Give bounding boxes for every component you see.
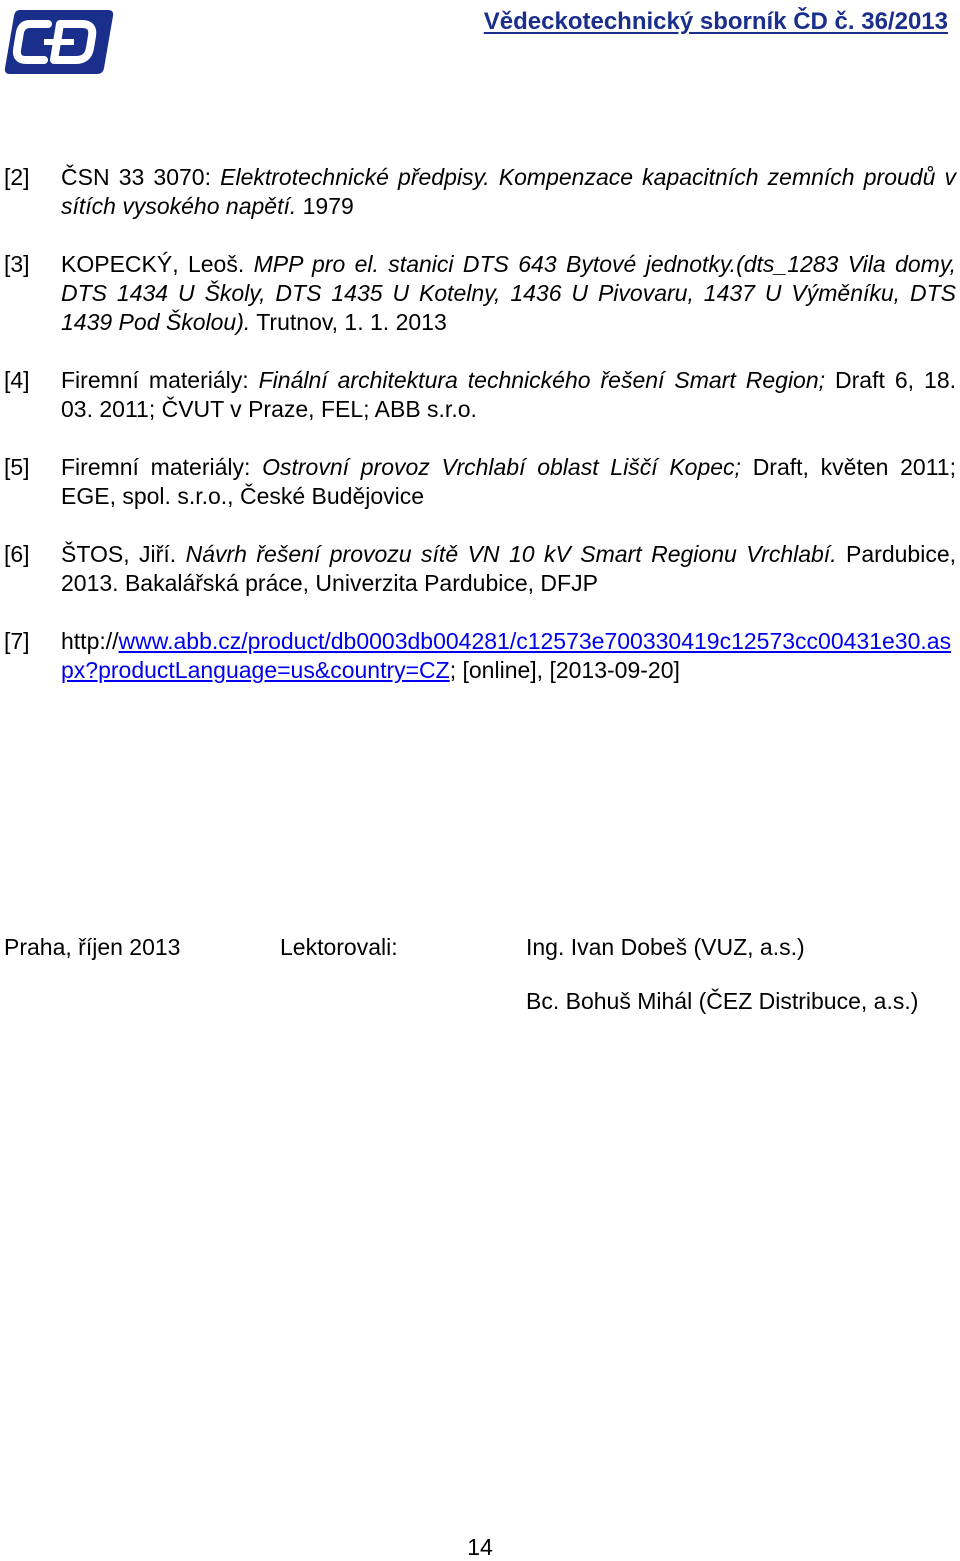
reference-4: [4, 366, 956, 424]
reference-6: [4, 540, 956, 598]
reference-2: [4, 163, 956, 221]
reference-details: Pardubice, 2013. Bakalářská práce, Univerzita Pardubice, DFJP: [61, 541, 957, 596]
reference-title: Návrh řešení provozu sítě VN 10 kV Smart Regionu Vrchlabí.: [185, 541, 837, 567]
reference-number: [4]: [4, 367, 30, 393]
journal-title: Vědeckotechnický sborník ČD č. 36/2013: [483, 8, 948, 35]
reference-url-prefix: http://: [61, 628, 119, 654]
reference-text: [61, 163, 956, 221]
reference-details: Trutnov, 1. 1. 2013: [256, 309, 447, 335]
reference-text: [61, 453, 956, 511]
reference-author: ŠTOS, Jiří.: [61, 541, 177, 567]
reference-text: [61, 250, 956, 337]
reference-details: ; [online], [2013-09-20]: [449, 657, 680, 683]
reference-number: [7]: [4, 628, 30, 654]
reference-3: [4, 250, 956, 337]
reviewers-label: Lektorovali:: [280, 934, 398, 960]
reference-number: [5]: [4, 454, 30, 480]
reference-author: Firemní materiály:: [61, 367, 249, 393]
place-date: Praha, říjen 2013: [4, 934, 181, 960]
reference-number: [2]: [4, 164, 30, 190]
reference-title: Finální architektura technického řešení Smart Region;: [258, 367, 826, 393]
reference-author: ČSN 33 3070:: [61, 164, 211, 190]
reference-title: Elektrotechnické předpisy. Kompenzace kapacitních zemních proudů v sítích vysokého napětí.: [61, 164, 956, 219]
reviewer-2: Bc. Bohuš Mihál (ČEZ Distribuce, a.s.): [526, 988, 919, 1014]
reference-text: [61, 540, 956, 598]
reference-details: Draft 6, 18. 03. 2011; ČVUT v Praze, FEL; ABB s.r.o.: [61, 367, 956, 422]
reference-5: [4, 453, 956, 511]
reference-title: Ostrovní provoz Vrchlabí oblast Liščí Kopec;: [262, 454, 741, 480]
reference-details: 1979: [302, 193, 354, 219]
reference-text: [61, 366, 956, 424]
reference-text: [61, 627, 956, 685]
reference-author: Firemní materiály:: [61, 454, 251, 480]
reference-details: Draft, květen 2011; EGE, spol. s.r.o., České Budějovice: [61, 454, 956, 509]
reference-7: [4, 627, 956, 685]
reference-author: KOPECKÝ, Leoš.: [61, 251, 245, 277]
page-number: 14: [467, 1534, 493, 1560]
cd-logo: [4, 2, 116, 78]
reference-number: [6]: [4, 541, 30, 567]
reviewer-1: Ing. Ivan Dobeš (VUZ, a.s.): [526, 934, 805, 960]
reference-title: MPP pro el. stanici DTS 643 Bytové jednotky.(dts_1283 Vila domy, DTS 1434 U Školy, DTS 1435 U Kotelny, 1436 U Pivovaru, 1437 U Výměníku, DTS 1439 Pod Školou).: [61, 251, 956, 335]
reference-url-link[interactable]: www.abb.cz/product/db0003db004281/c12573e700330419c12573cc00431e30.aspx?productLanguage=us&country=CZ: [61, 628, 952, 683]
reference-number: [3]: [4, 251, 30, 277]
